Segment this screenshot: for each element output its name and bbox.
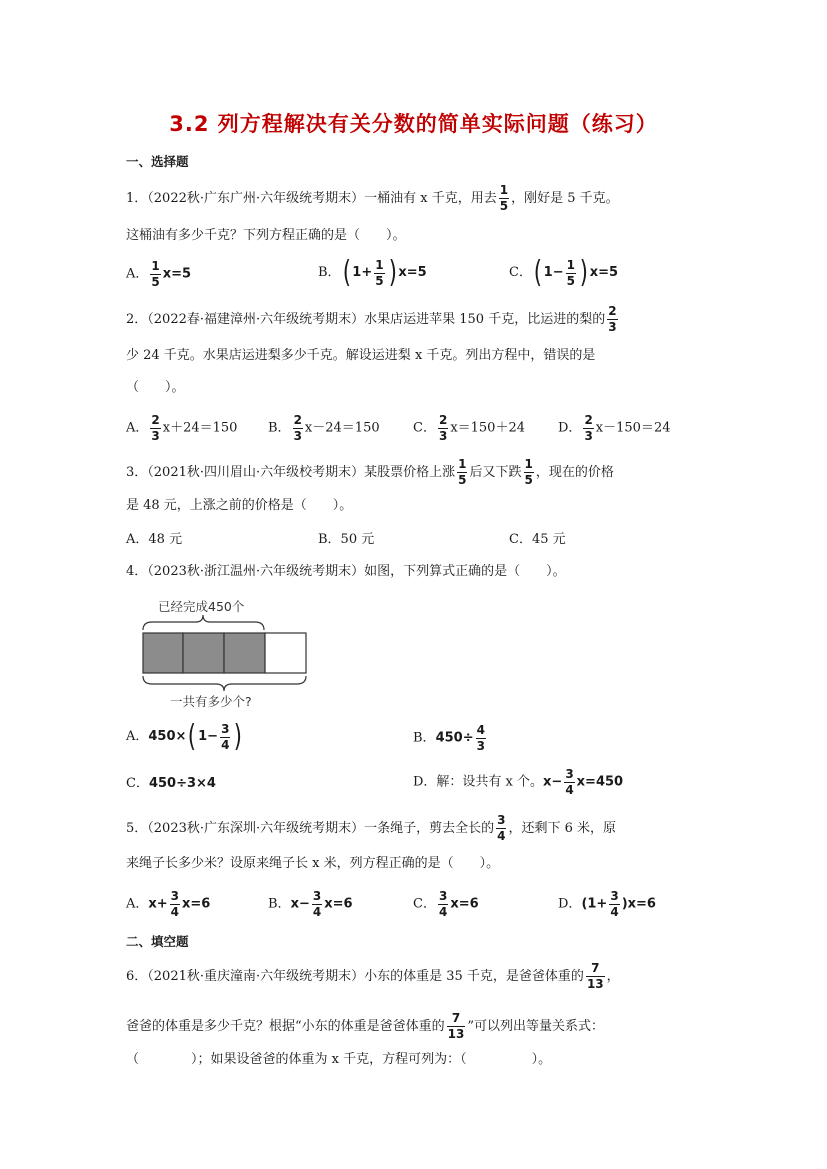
question-2-option-a[interactable]: A． $\frac{2}{3}$ x＋24＝150 [126, 413, 238, 443]
top-brace [143, 615, 264, 630]
question-3-option-b[interactable]: B．50 元 [318, 532, 375, 547]
question-1-line-1 [126, 184, 619, 213]
question-1-option-a[interactable]: A． $\frac{1}{5}$ x=5 [126, 259, 192, 289]
question-4-option-a[interactable]: A．450×( 1− $\frac{3}{4}$ ) [126, 719, 243, 754]
bar-segment-filled-1 [143, 633, 183, 673]
question-6-line-2: 爸爸的体重是多少千克？根据“小东的体重是爸爸体重的 $\frac{7}{13}$ ”可以列出等量关系式： [126, 1011, 605, 1041]
question-3-option-c[interactable]: C．45 元 [509, 532, 566, 547]
question-2-line-3: （ ）。 [126, 380, 185, 395]
question-2-option-c[interactable]: C． $\frac{2}{3}$ x＝150＋24 [413, 413, 525, 443]
question-1-line-2: 这桶油有多少千克？下列方程正确的是（ ）。 [126, 228, 406, 243]
bar-segment-filled-3 [224, 633, 265, 673]
question-5-option-c[interactable]: C． $\frac{3}{4}$ x=6 [413, 889, 479, 919]
question-3-option-a[interactable]: A．48 元 [126, 532, 183, 547]
page-title: 3.2 列方程解决有关分数的简单实际问题（练习） [169, 112, 658, 136]
question-1-option-c[interactable]: C．( 1− $\frac{1}{5}$ ) x=5 [509, 255, 619, 290]
question-2-line-2: 少 24 千克。水果店运进梨多少千克。解设运进梨 x 千克。列出方程中，错误的是 [126, 348, 596, 363]
question-4-option-b[interactable]: B．450÷ $\frac{4}{3}$ [413, 723, 485, 753]
section-heading-choice: 一、选择题 [126, 154, 189, 169]
question-4-line-1: 4．（2023秋·浙江温州·六年级统考期末）如图，下列算式正确的是（ ）。 [126, 564, 566, 579]
bar-segment-filled-2 [183, 633, 224, 673]
section-heading-fill: 二、填空题 [126, 934, 189, 949]
question-5-option-d[interactable]: D．(1+ $\frac{3}{4}$ )x=6 [558, 889, 656, 919]
question-2-option-d[interactable]: D． $\frac{2}{3}$ x－150＝24 [558, 413, 671, 443]
question-1-text-b: ，刚好是 5 千克。 [511, 191, 619, 206]
question-5-option-b[interactable]: B．x− $\frac{3}{4}$ x=6 [268, 889, 353, 919]
bottom-brace [143, 676, 306, 691]
question-3-line-1: 3．（2021秋·四川眉山·六年级校考期末）某股票价格上涨 $\frac{1}{5}$ 后又下跌 $\frac{1}{5}$ ，现在的价格 [126, 457, 614, 487]
question-5-line-1: 5．（2023秋·广东深圳·六年级统考期末）一条绳子，剪去全长的 $\frac{3}{4}$ ，还剩下 6 米，原 [126, 813, 617, 843]
bar-diagram [140, 596, 320, 712]
question-6-line-1: 6．（2021秋·重庆潼南·六年级统考期末）小东的体重是 35 千克，是爸爸体重的 $\frac{7}{13}$ ， [126, 961, 620, 991]
question-4-option-c[interactable]: C．450÷3×4 [126, 776, 216, 791]
question-2-option-b[interactable]: B． $\frac{2}{3}$ x－24＝150 [268, 413, 380, 443]
question-1-text-a: 1．（2022秋·广东广州·六年级统考期末）一桶油有 x 千克，用去 [126, 191, 497, 206]
question-4-option-d[interactable]: D．解：设共有 x 个。x− $\frac{3}{4}$ x=450 [413, 767, 624, 797]
diagram-bottom-label: 一共有多少个? [170, 694, 252, 709]
question-2-line-1: 2．（2022春·福建漳州·六年级统考期末）水果店运进苹果 150 千克，比运进的梨的 $\frac{2}{3}$ [126, 304, 617, 334]
question-5-line-2: 来绳子长多少米？设原来绳子长 x 米，列方程正确的是（ ）。 [126, 856, 500, 871]
question-1-option-b[interactable]: B．( 1+ $\frac{1}{5}$ ) x=5 [318, 255, 427, 290]
bar-segment-empty-4 [265, 633, 306, 673]
fraction: $\frac{1}{5}$ [499, 183, 509, 213]
question-6-line-3[interactable]: （ ）；如果设爸爸的体重为 x 千克，方程可列为：（ ）。 [126, 1052, 552, 1067]
question-5-option-a[interactable]: A．x+ $\frac{3}{4}$ x=6 [126, 889, 211, 919]
diagram-top-label: 已经完成450个 [158, 599, 245, 614]
question-3-line-2: 是 48 元，上涨之前的价格是（ ）。 [126, 498, 353, 513]
